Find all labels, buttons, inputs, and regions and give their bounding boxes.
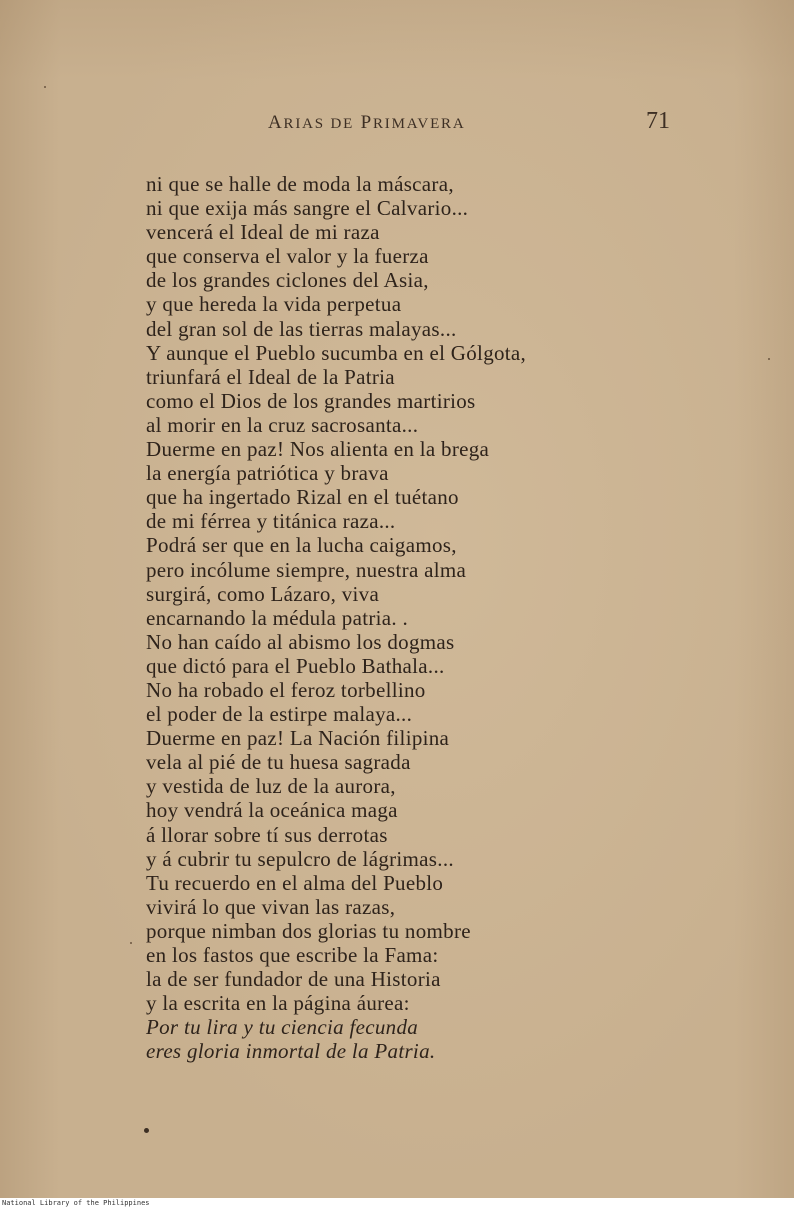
poem-line: No han caído al abismo los dogmas: [146, 629, 455, 654]
poem-line: al morir en la cruz sacrosanta...: [146, 412, 419, 437]
header-word-de: DE: [330, 116, 355, 132]
poem-line: vivirá lo que vivan las razas,: [146, 894, 396, 919]
header-word-arias: RIAS: [283, 116, 331, 132]
poem-line: Podrá ser que en la lucha caigamos,: [146, 533, 457, 558]
poem-line: vencerá el Ideal de mi raza: [146, 220, 380, 245]
poem-line-italic: eres gloria inmortal de la Patria.: [146, 1039, 436, 1064]
poem-line: que dictó para el Pueblo Bathala...: [146, 653, 445, 678]
poem-line: de mi férrea y titánica raza...: [146, 509, 396, 534]
poem-line: No ha robado el feroz torbellino: [146, 677, 426, 702]
poem-line: á llorar sobre tí sus derrotas: [146, 822, 388, 847]
poem-line: Duerme en paz! Nos alienta en la brega: [146, 437, 490, 462]
poem-line: y la escrita en la página áurea:: [146, 991, 410, 1016]
paper-speck: [44, 86, 46, 88]
poem-line-italic: Por tu lira y tu ciencia fecunda: [146, 1015, 419, 1040]
poem-line: porque nimban dos glorias tu nombre: [146, 918, 471, 943]
paper-speck: [130, 942, 132, 944]
header-word-primavera: RIMAVERA: [373, 116, 466, 132]
poem-line: y á cubrir tu sepulcro de lágrimas...: [146, 846, 454, 871]
poem-line: del gran sol de las tierras malayas...: [146, 316, 457, 341]
poem-line: Y aunque el Pueblo sucumba en el Gólgota,: [146, 340, 527, 365]
paper-speck: [768, 358, 770, 360]
poem-line: hoy vendrá la oceánica maga: [146, 798, 398, 823]
poem-line: que ha ingertado Rizal en el tuétano: [146, 485, 459, 510]
poem-text: [146, 172, 526, 1063]
poem-line: surgirá, como Lázaro, viva: [146, 581, 380, 606]
poem-line: ni que se halle de moda la máscara,: [146, 172, 454, 196]
poem-line: que conserva el valor y la fuerza: [146, 244, 429, 269]
poem-line: la de ser fundador de una Historia: [146, 967, 441, 992]
poem-line: pero incólume siempre, nuestra alma: [146, 557, 467, 582]
poem-line: y vestida de luz de la aurora,: [146, 774, 396, 799]
poem-line: ni que exija más sangre el Calvario...: [146, 196, 469, 221]
header-initial-p: P: [354, 112, 373, 133]
poem-line: encarnando la médula patria. .: [146, 605, 409, 630]
poem-line: en los fastos que escribe la Fama:: [146, 943, 439, 967]
poem-line: Duerme en paz! La Nación filipina: [146, 726, 450, 751]
poem-line: de los grandes ciclones del Asia,: [146, 268, 429, 293]
poem-line: la energía patriótica y brava: [146, 461, 389, 486]
header-initial-a: A: [268, 112, 284, 133]
poem-line: vela al pié de tu huesa sagrada: [146, 750, 411, 775]
page-number: 71: [646, 108, 670, 134]
ink-dot: [144, 1128, 149, 1133]
poem-line: el poder de la estirpe malaya...: [146, 702, 413, 727]
poem-line: y que hereda la vida perpetua: [146, 292, 402, 317]
library-credit: National Library of the Philippines: [2, 1199, 150, 1207]
poem-line: como el Dios de los grandes martirios: [146, 388, 476, 413]
poem-line: Tu recuerdo en el alma del Pueblo: [146, 870, 444, 895]
poem-line: triunfará el Ideal de la Patria: [146, 364, 395, 389]
running-header: [268, 112, 465, 134]
